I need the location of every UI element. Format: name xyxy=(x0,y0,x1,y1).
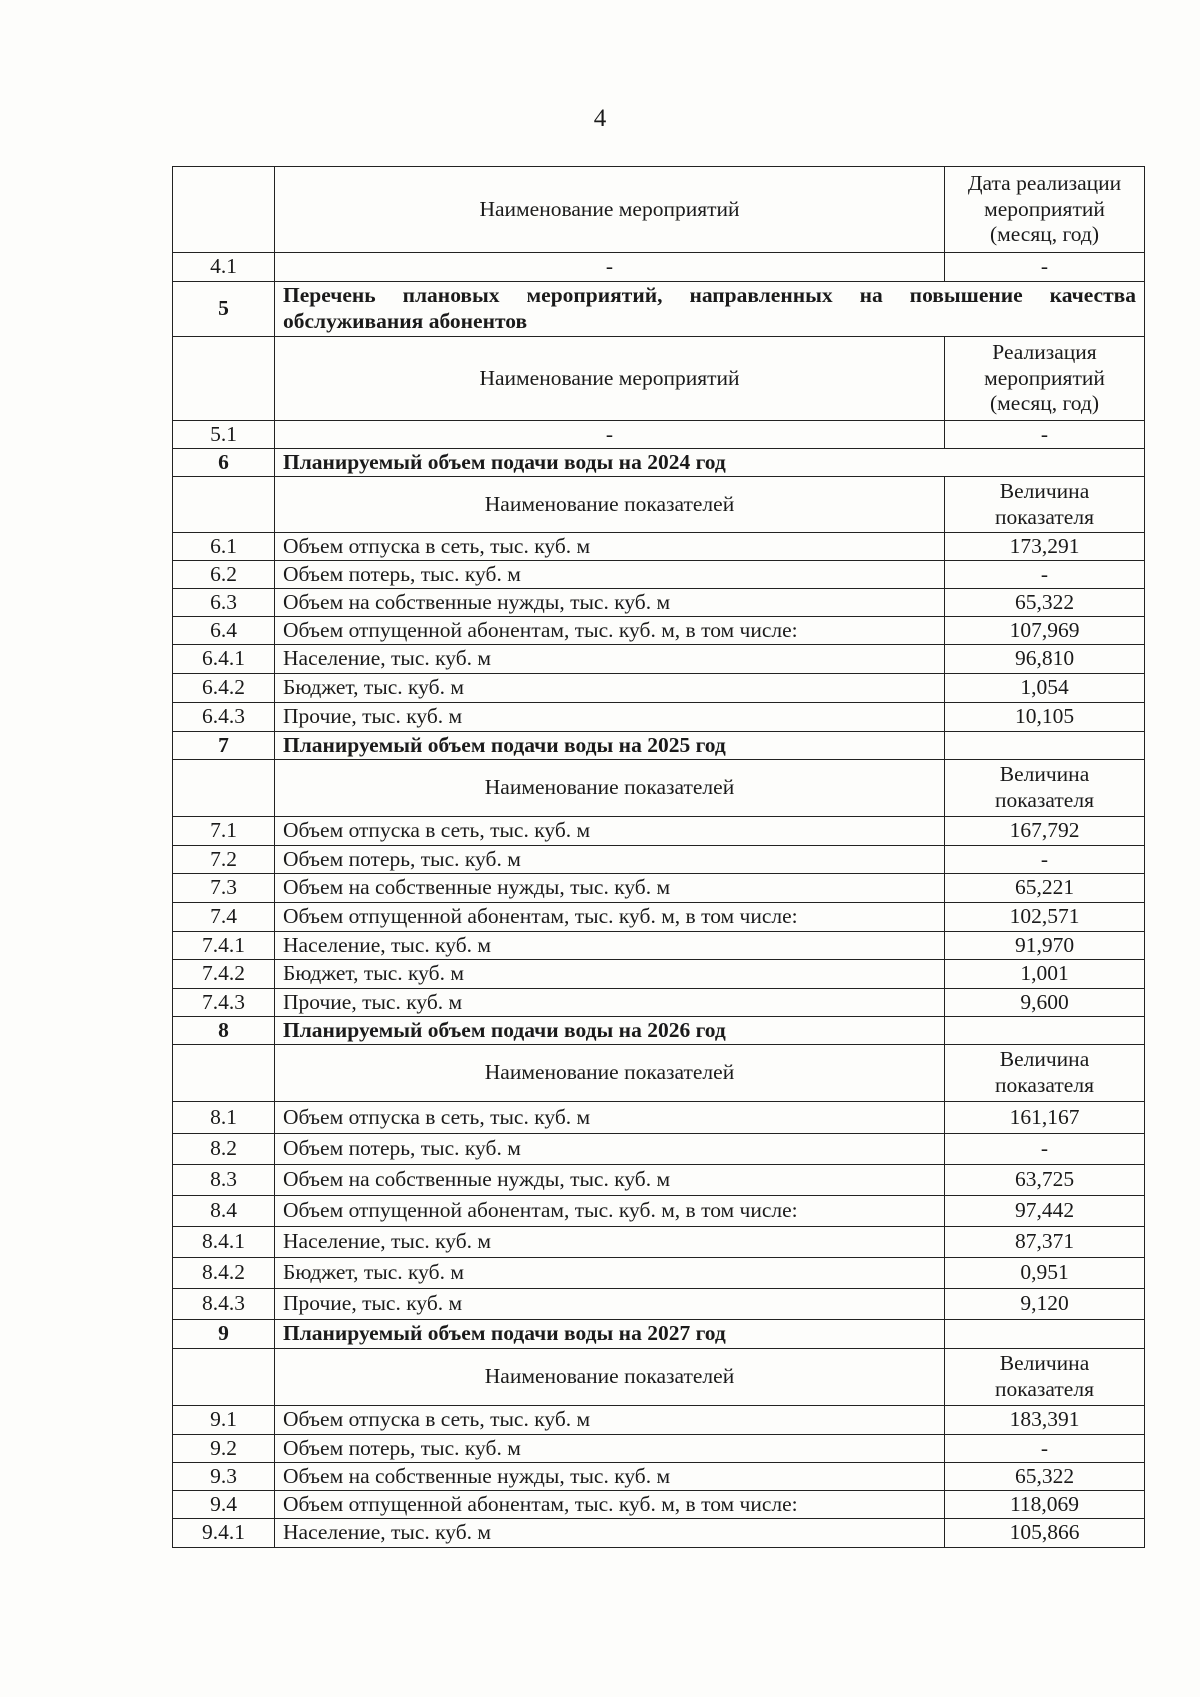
table-row xyxy=(173,960,1145,989)
row-name: Объем потерь, тыс. куб. м xyxy=(275,561,945,589)
row-number xyxy=(173,1349,275,1406)
row-number: 5.1 xyxy=(173,421,275,449)
row-name: Население, тыс. куб. м xyxy=(275,932,945,960)
row-number xyxy=(173,760,275,817)
row-value: 107,969 xyxy=(945,617,1145,645)
row-number: 8.4 xyxy=(173,1196,275,1227)
row-number: 7.4.1 xyxy=(173,932,275,960)
table-row xyxy=(173,1196,1145,1227)
column-header-row xyxy=(173,1045,1145,1102)
row-value: 161,167 xyxy=(945,1102,1145,1134)
table-row xyxy=(173,932,1145,960)
row-value: 9,120 xyxy=(945,1289,1145,1320)
section-row xyxy=(173,1017,1145,1045)
row-number: 8.2 xyxy=(173,1134,275,1165)
row-number: 8 xyxy=(173,1017,275,1045)
column-header-name: Наименование мероприятий xyxy=(275,167,945,253)
row-value: 118,069 xyxy=(945,1491,1145,1519)
row-number: 6 xyxy=(173,449,275,477)
row-name: Объем отпущенной абонентам, тыс. куб. м, в том числе: xyxy=(275,617,945,645)
table-row xyxy=(173,817,1145,846)
column-header-row xyxy=(173,167,1145,253)
column-header-name: Наименование мероприятий xyxy=(275,337,945,421)
column-header-value: Величина показателя xyxy=(945,1045,1145,1102)
row-name: Бюджет, тыс. куб. м xyxy=(275,674,945,703)
row-name: Объем на собственные нужды, тыс. куб. м xyxy=(275,874,945,903)
row-name: - xyxy=(275,421,945,449)
row-value: - xyxy=(945,846,1145,874)
column-header-name: Наименование показателей xyxy=(275,477,945,533)
table-row xyxy=(173,561,1145,589)
row-name: Объем отпуска в сеть, тыс. куб. м xyxy=(275,533,945,561)
row-name: Объем отпущенной абонентам, тыс. куб. м, в том числе: xyxy=(275,1491,945,1519)
table-row xyxy=(173,617,1145,645)
row-value: 87,371 xyxy=(945,1227,1145,1258)
row-number: 9.4 xyxy=(173,1491,275,1519)
column-header-name: Наименование показателей xyxy=(275,1045,945,1102)
section-title: Планируемый объем подачи воды на 2025 год xyxy=(275,732,945,760)
row-name: Объем отпущенной абонентам, тыс. куб. м, в том числе: xyxy=(275,1196,945,1227)
section-title: Планируемый объем подачи воды на 2027 год xyxy=(275,1320,945,1349)
row-value: 105,866 xyxy=(945,1519,1145,1548)
row-number: 9 xyxy=(173,1320,275,1349)
row-value: 1,054 xyxy=(945,674,1145,703)
row-number: 5 xyxy=(173,282,275,337)
row-value: 9,600 xyxy=(945,989,1145,1017)
row-value: - xyxy=(945,421,1145,449)
table-row xyxy=(173,253,1145,282)
row-value xyxy=(945,1017,1145,1045)
row-value: - xyxy=(945,1134,1145,1165)
row-number: 6.4.3 xyxy=(173,703,275,732)
section-title: Перечень плановых мероприятий, направленных на повышение качества обслуживания абонентов xyxy=(275,282,1145,337)
row-name: Население, тыс. куб. м xyxy=(275,645,945,674)
section-title: Планируемый объем подачи воды на 2026 год xyxy=(275,1017,945,1045)
row-name: Прочие, тыс. куб. м xyxy=(275,703,945,732)
row-name: Бюджет, тыс. куб. м xyxy=(275,960,945,989)
row-name: Бюджет, тыс. куб. м xyxy=(275,1258,945,1289)
table-row xyxy=(173,903,1145,932)
row-number: 7.4 xyxy=(173,903,275,932)
table-row xyxy=(173,1227,1145,1258)
row-number xyxy=(173,337,275,421)
row-value: - xyxy=(945,561,1145,589)
section-row xyxy=(173,1320,1145,1349)
row-name: Объем на собственные нужды, тыс. куб. м xyxy=(275,1463,945,1491)
row-name: Объем на собственные нужды, тыс. куб. м xyxy=(275,589,945,617)
table-row xyxy=(173,1165,1145,1196)
row-number: 6.4.1 xyxy=(173,645,275,674)
table-row xyxy=(173,874,1145,903)
column-header-name: Наименование показателей xyxy=(275,1349,945,1406)
row-value: 97,442 xyxy=(945,1196,1145,1227)
row-value: 96,810 xyxy=(945,645,1145,674)
row-value: 183,391 xyxy=(945,1406,1145,1435)
table-row xyxy=(173,1491,1145,1519)
row-value xyxy=(945,1320,1145,1349)
column-header-value: Величина показателя xyxy=(945,1349,1145,1406)
row-value: 91,970 xyxy=(945,932,1145,960)
row-number xyxy=(173,1045,275,1102)
row-value: 102,571 xyxy=(945,903,1145,932)
column-header-name: Наименование показателей xyxy=(275,760,945,817)
table-row xyxy=(173,1102,1145,1134)
table-row xyxy=(173,1134,1145,1165)
row-value: - xyxy=(945,253,1145,282)
row-name: Объем потерь, тыс. куб. м xyxy=(275,1435,945,1463)
table-row xyxy=(173,589,1145,617)
column-header-row xyxy=(173,337,1145,421)
row-number: 8.3 xyxy=(173,1165,275,1196)
column-header-value: Величина показателя xyxy=(945,477,1145,533)
table-row xyxy=(173,645,1145,674)
table-body xyxy=(173,167,1145,1548)
row-value xyxy=(945,732,1145,760)
row-name: Объем отпуска в сеть, тыс. куб. м xyxy=(275,1406,945,1435)
table-row xyxy=(173,1289,1145,1320)
row-value: 167,792 xyxy=(945,817,1145,846)
row-number: 9.1 xyxy=(173,1406,275,1435)
row-number xyxy=(173,477,275,533)
row-value: 65,322 xyxy=(945,589,1145,617)
table-row xyxy=(173,1519,1145,1548)
column-header-row xyxy=(173,1349,1145,1406)
table-row xyxy=(173,421,1145,449)
row-number: 9.4.1 xyxy=(173,1519,275,1548)
section-row xyxy=(173,732,1145,760)
row-name: Объем потерь, тыс. куб. м xyxy=(275,1134,945,1165)
row-name: Объем потерь, тыс. куб. м xyxy=(275,846,945,874)
section-row xyxy=(173,282,1145,337)
row-number: 7.1 xyxy=(173,817,275,846)
row-number: 8.1 xyxy=(173,1102,275,1134)
row-name: Объем отпуска в сеть, тыс. куб. м xyxy=(275,1102,945,1134)
row-value: - xyxy=(945,1435,1145,1463)
row-number xyxy=(173,167,275,253)
column-header-value: Величина показателя xyxy=(945,760,1145,817)
row-value: 10,105 xyxy=(945,703,1145,732)
row-number: 9.2 xyxy=(173,1435,275,1463)
row-name: Прочие, тыс. куб. м xyxy=(275,989,945,1017)
row-name: - xyxy=(275,253,945,282)
table-row xyxy=(173,846,1145,874)
table-row xyxy=(173,1463,1145,1491)
row-number: 4.1 xyxy=(173,253,275,282)
row-value: 65,221 xyxy=(945,874,1145,903)
row-name: Объем отпуска в сеть, тыс. куб. м xyxy=(275,817,945,846)
row-name: Население, тыс. куб. м xyxy=(275,1227,945,1258)
page-number: 4 xyxy=(593,105,607,132)
column-header-row xyxy=(173,477,1145,533)
row-number: 8.4.1 xyxy=(173,1227,275,1258)
row-number: 8.4.2 xyxy=(173,1258,275,1289)
row-name: Население, тыс. куб. м xyxy=(275,1519,945,1548)
row-number: 6.1 xyxy=(173,533,275,561)
row-number: 7.2 xyxy=(173,846,275,874)
row-value: 65,322 xyxy=(945,1463,1145,1491)
section-row xyxy=(173,449,1145,477)
row-name: Объем на собственные нужды, тыс. куб. м xyxy=(275,1165,945,1196)
row-value: 0,951 xyxy=(945,1258,1145,1289)
table-row xyxy=(173,989,1145,1017)
table-row xyxy=(173,1435,1145,1463)
table-row xyxy=(173,1406,1145,1435)
row-number: 6.2 xyxy=(173,561,275,589)
column-header-value: Реализация мероприятий (месяц, год) xyxy=(945,337,1145,421)
row-value: 173,291 xyxy=(945,533,1145,561)
water-supply-plan-table xyxy=(172,166,1145,1548)
column-header-row xyxy=(173,760,1145,817)
row-name: Объем отпущенной абонентам, тыс. куб. м, в том числе: xyxy=(275,903,945,932)
row-value: 63,725 xyxy=(945,1165,1145,1196)
row-name: Прочие, тыс. куб. м xyxy=(275,1289,945,1320)
row-number: 6.4.2 xyxy=(173,674,275,703)
row-number: 8.4.3 xyxy=(173,1289,275,1320)
row-number: 7.4.2 xyxy=(173,960,275,989)
table-row xyxy=(173,703,1145,732)
row-number: 7 xyxy=(173,732,275,760)
row-number: 7.3 xyxy=(173,874,275,903)
table-row xyxy=(173,533,1145,561)
row-number: 9.3 xyxy=(173,1463,275,1491)
table-row xyxy=(173,1258,1145,1289)
table-row xyxy=(173,674,1145,703)
row-number: 6.3 xyxy=(173,589,275,617)
section-title: Планируемый объем подачи воды на 2024 год xyxy=(275,449,1145,477)
column-header-value: Дата реализации мероприятий (месяц, год) xyxy=(945,167,1145,253)
row-value: 1,001 xyxy=(945,960,1145,989)
row-number: 6.4 xyxy=(173,617,275,645)
row-number: 7.4.3 xyxy=(173,989,275,1017)
